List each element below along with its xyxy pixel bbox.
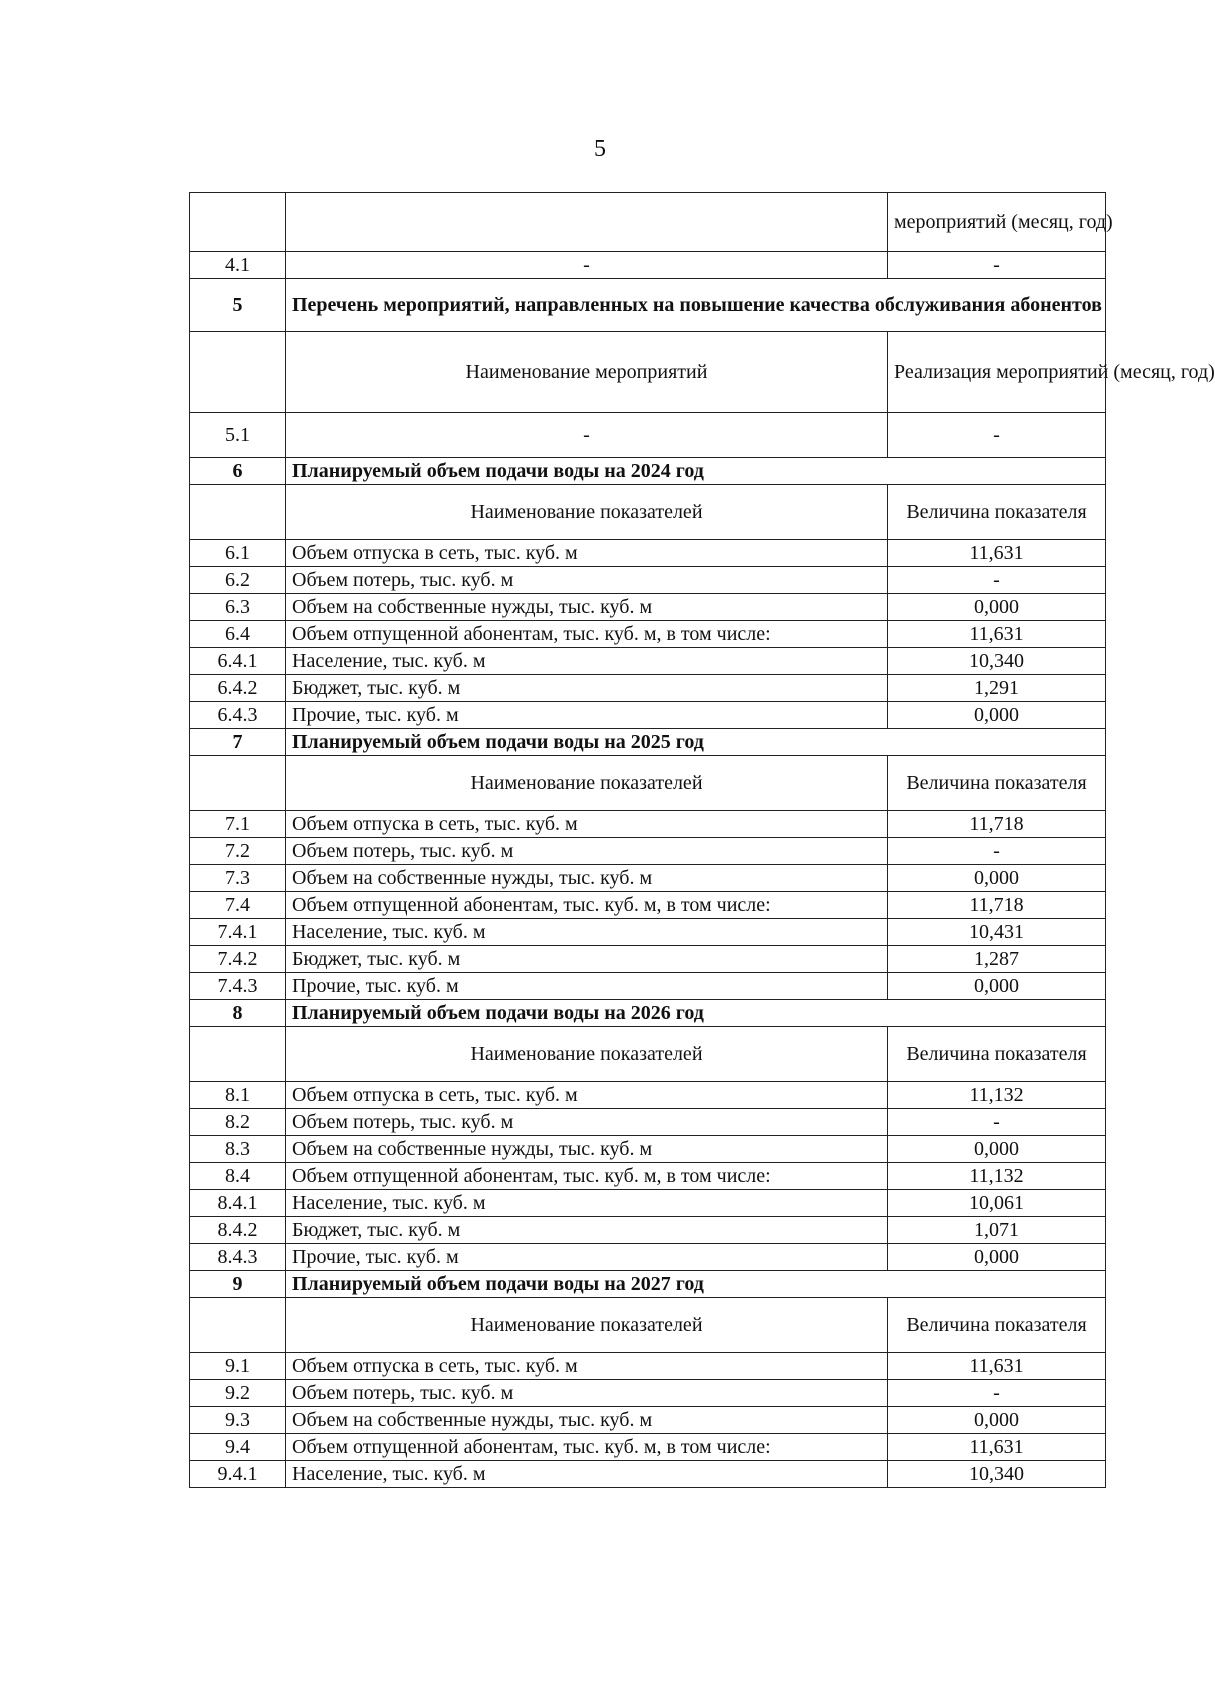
cell-name: Объем потерь, тыс. куб. м <box>286 838 888 865</box>
cell-num: 6.4.3 <box>190 702 286 729</box>
cell-name <box>286 193 888 252</box>
section-title-row <box>190 1000 1106 1027</box>
section-title: Планируемый объем подачи воды на 2025 год <box>286 729 1106 756</box>
cell-num: 8.1 <box>190 1082 286 1109</box>
cell-num: 9.4 <box>190 1434 286 1461</box>
cell-num <box>190 1298 286 1353</box>
table-row <box>190 1461 1106 1488</box>
cell-num: 4.1 <box>190 252 286 279</box>
cell-name: Прочие, тыс. куб. м <box>286 702 888 729</box>
cell-value: 1,071 <box>888 1217 1106 1244</box>
cell-num <box>190 756 286 811</box>
cell-value: 11,631 <box>888 621 1106 648</box>
cell-num: 8.4.1 <box>190 1190 286 1217</box>
table-row <box>190 702 1106 729</box>
section-title-row <box>190 729 1106 756</box>
cell-value: - <box>888 567 1106 594</box>
table-row <box>190 811 1106 838</box>
cell-name: Прочие, тыс. куб. м <box>286 1244 888 1271</box>
table-row-continued-header <box>190 193 1106 252</box>
cell-value: 10,431 <box>888 919 1106 946</box>
column-header-name: Наименование показателей <box>286 1298 888 1353</box>
cell-value: 11,132 <box>888 1082 1106 1109</box>
cell-num: 9.4.1 <box>190 1461 286 1488</box>
cell-num <box>190 332 286 413</box>
table-row <box>190 946 1106 973</box>
column-header-value: Реализация мероприятий (месяц, год) <box>888 332 1106 413</box>
cell-name: Прочие, тыс. куб. м <box>286 973 888 1000</box>
cell-name: Объем потерь, тыс. куб. м <box>286 1109 888 1136</box>
column-header-name: Наименование показателей <box>286 485 888 540</box>
cell-num: 7.3 <box>190 865 286 892</box>
cell-num: 6.3 <box>190 594 286 621</box>
cell-name: Объем отпущенной абонентам, тыс. куб. м, в том числе: <box>286 892 888 919</box>
table-row <box>190 1109 1106 1136</box>
section-title: Перечень мероприятий, направленных на повышение качества обслуживания абонентов <box>286 279 1106 332</box>
cell-name: Объем отпущенной абонентам, тыс. куб. м, в том числе: <box>286 1163 888 1190</box>
table-row <box>190 892 1106 919</box>
table-row <box>190 567 1106 594</box>
cell-num: 8.3 <box>190 1136 286 1163</box>
section-number: 7 <box>190 729 286 756</box>
cell-name: Объем отпуска в сеть, тыс. куб. м <box>286 811 888 838</box>
cell-name: Объем отпуска в сеть, тыс. куб. м <box>286 540 888 567</box>
cell-name: Объем потерь, тыс. куб. м <box>286 567 888 594</box>
cell-value: - <box>888 838 1106 865</box>
section-title-row <box>190 1271 1106 1298</box>
cell-name: Бюджет, тыс. куб. м <box>286 675 888 702</box>
cell-value: 11,631 <box>888 540 1106 567</box>
cell-value: 0,000 <box>888 865 1106 892</box>
cell-num: 6.4 <box>190 621 286 648</box>
table-row <box>190 648 1106 675</box>
cell-num: 9.3 <box>190 1407 286 1434</box>
cell-num <box>190 193 286 252</box>
cell-value: 11,718 <box>888 892 1106 919</box>
column-header-name: Наименование мероприятий <box>286 332 888 413</box>
cell-value: 0,000 <box>888 973 1106 1000</box>
cell-name: Объем на собственные нужды, тыс. куб. м <box>286 1407 888 1434</box>
cell-name: Объем потерь, тыс. куб. м <box>286 1380 888 1407</box>
cell-name: Объем на собственные нужды, тыс. куб. м <box>286 1136 888 1163</box>
table-row <box>190 1407 1106 1434</box>
cell-num: 7.2 <box>190 838 286 865</box>
cell-num <box>190 1027 286 1082</box>
cell-value: 11,718 <box>888 811 1106 838</box>
cell-name: Население, тыс. куб. м <box>286 1190 888 1217</box>
cell-name: Объем отпущенной абонентам, тыс. куб. м, в том числе: <box>286 621 888 648</box>
cell-value: 0,000 <box>888 1136 1106 1163</box>
cell-num: 9.1 <box>190 1353 286 1380</box>
section-title-row <box>190 458 1106 485</box>
section-title: Планируемый объем подачи воды на 2026 год <box>286 1000 1106 1027</box>
water-supply-table <box>189 192 1215 1488</box>
table-row <box>190 1244 1106 1271</box>
table-row <box>190 865 1106 892</box>
table-row <box>190 1136 1106 1163</box>
table-row <box>190 838 1106 865</box>
section-header-row <box>190 1027 1106 1082</box>
section-number: 8 <box>190 1000 286 1027</box>
table-row <box>190 973 1106 1000</box>
cell-num: 7.4.2 <box>190 946 286 973</box>
cell-name: - <box>286 252 888 279</box>
section-header-row <box>190 756 1106 811</box>
cell-num: 7.4 <box>190 892 286 919</box>
cell-value: 10,340 <box>888 1461 1106 1488</box>
cell-name: Бюджет, тыс. куб. м <box>286 946 888 973</box>
table-row <box>190 413 1106 458</box>
section-title-row <box>190 279 1106 332</box>
column-header-value: Величина показателя <box>888 756 1106 811</box>
table-row <box>190 621 1106 648</box>
column-header-value: Величина показателя <box>888 485 1106 540</box>
cell-value: - <box>888 1380 1106 1407</box>
cell-num: 6.2 <box>190 567 286 594</box>
cell-value: 11,631 <box>888 1434 1106 1461</box>
section-header-row <box>190 485 1106 540</box>
cell-value-header: мероприятий (месяц, год) <box>888 193 1106 252</box>
cell-name: Население, тыс. куб. м <box>286 919 888 946</box>
cell-value: 0,000 <box>888 702 1106 729</box>
cell-value: - <box>888 413 1106 458</box>
cell-name: Объем отпуска в сеть, тыс. куб. м <box>286 1082 888 1109</box>
cell-value: 11,631 <box>888 1353 1106 1380</box>
cell-num: 8.4.2 <box>190 1217 286 1244</box>
section-title: Планируемый объем подачи воды на 2027 год <box>286 1271 1106 1298</box>
cell-num: 6.1 <box>190 540 286 567</box>
cell-num: 7.1 <box>190 811 286 838</box>
table-row <box>190 594 1106 621</box>
cell-value: 1,287 <box>888 946 1106 973</box>
table-row <box>190 1190 1106 1217</box>
cell-name: Население, тыс. куб. м <box>286 1461 888 1488</box>
table-row <box>190 1082 1106 1109</box>
cell-name: Население, тыс. куб. м <box>286 648 888 675</box>
cell-num: 7.4.3 <box>190 973 286 1000</box>
cell-name: Объем на собственные нужды, тыс. куб. м <box>286 865 888 892</box>
cell-value: 1,291 <box>888 675 1106 702</box>
section-title: Планируемый объем подачи воды на 2024 год <box>286 458 1106 485</box>
cell-value: 0,000 <box>888 1244 1106 1271</box>
cell-num: 6.4.1 <box>190 648 286 675</box>
column-header-name: Наименование показателей <box>286 756 888 811</box>
cell-value: 0,000 <box>888 1407 1106 1434</box>
table-row <box>190 675 1106 702</box>
section-number: 6 <box>190 458 286 485</box>
cell-num: 8.4.3 <box>190 1244 286 1271</box>
section-header-row <box>190 1298 1106 1353</box>
cell-value: 10,061 <box>888 1190 1106 1217</box>
table-row <box>190 1217 1106 1244</box>
cell-num: 7.4.1 <box>190 919 286 946</box>
cell-value: - <box>888 1109 1106 1136</box>
page-number: 5 <box>594 136 606 162</box>
cell-num: 8.4 <box>190 1163 286 1190</box>
table-row <box>190 1163 1106 1190</box>
column-header-value: Величина показателя <box>888 1298 1106 1353</box>
cell-name: Объем отпущенной абонентам, тыс. куб. м, в том числе: <box>286 1434 888 1461</box>
cell-value: 0,000 <box>888 594 1106 621</box>
table-row <box>190 1380 1106 1407</box>
section-header-row <box>190 332 1106 413</box>
column-header-name: Наименование показателей <box>286 1027 888 1082</box>
cell-num: 5.1 <box>190 413 286 458</box>
cell-value: 11,132 <box>888 1163 1106 1190</box>
section-number: 9 <box>190 1271 286 1298</box>
table-row <box>190 1434 1106 1461</box>
cell-num: 8.2 <box>190 1109 286 1136</box>
cell-num <box>190 485 286 540</box>
cell-value: - <box>888 252 1106 279</box>
cell-num: 6.4.2 <box>190 675 286 702</box>
cell-value: 10,340 <box>888 648 1106 675</box>
table-row <box>190 540 1106 567</box>
table-row <box>190 1353 1106 1380</box>
cell-name: - <box>286 413 888 458</box>
table-row <box>190 919 1106 946</box>
cell-num: 9.2 <box>190 1380 286 1407</box>
column-header-value: Величина показателя <box>888 1027 1106 1082</box>
cell-name: Объем на собственные нужды, тыс. куб. м <box>286 594 888 621</box>
section-number: 5 <box>190 279 286 332</box>
table-row <box>190 252 1106 279</box>
cell-name: Объем отпуска в сеть, тыс. куб. м <box>286 1353 888 1380</box>
cell-name: Бюджет, тыс. куб. м <box>286 1217 888 1244</box>
